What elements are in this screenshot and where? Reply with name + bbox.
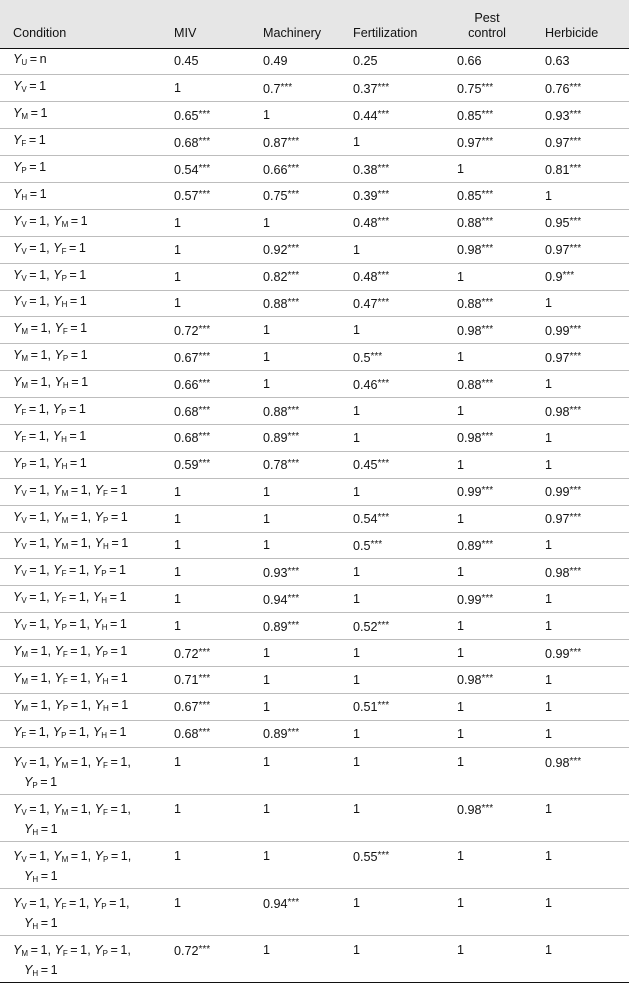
condition-line: $Y_V = 1$, $Y_F = 1$, $Y_P = 1$ [13,563,127,579]
condition-cell [0,236,174,263]
value-cell-herbicide: 1 [545,457,553,472]
value-cell-fertilization: 1 [353,646,361,661]
value-cell-miv: 0.65*** [174,108,211,123]
value-cell-machinery: 1 [263,484,271,499]
value-cell-miv: 0.72*** [174,943,211,958]
condition-cell [0,75,174,102]
condition-line: $Y_M = 1$, $Y_P = 1$, $Y_H = 1$ [13,697,129,713]
table-row [0,317,629,344]
condition-cell [0,317,174,344]
value-cell-machinery: 0.82*** [263,270,300,285]
table-row [0,75,629,102]
value-cell-pest-control: 1 [457,895,465,910]
header-pest-control [457,0,545,48]
condition-cell [0,398,174,425]
condition-line: $Y_V = 1$, $Y_M = 1$, $Y_P = 1$, [13,848,132,864]
value-cell-fertilization: 1 [353,135,361,150]
value-cell-machinery: 0.88*** [263,296,300,311]
value-cell-pest-control: 0.98*** [457,323,494,338]
table-row [0,532,629,559]
condition-cell [0,888,174,935]
table-row [0,505,629,532]
condition-line: $Y_V = 1$, $Y_F = 1$, $Y_H = 1$ [13,590,127,606]
condition-line: $Y_M = 1$, $Y_P = 1$ [13,348,88,364]
table-row [0,841,629,888]
value-cell-fertilization: 0.44*** [353,108,390,123]
value-cell-miv: 0.45 [174,54,199,69]
value-cell-herbicide: 0.99*** [545,323,582,338]
condition-cell [0,263,174,290]
value-cell-miv: 0.66*** [174,377,211,392]
table-row [0,182,629,209]
table-row [0,693,629,720]
value-cell-fertilization: 1 [353,404,361,419]
value-cell-machinery: 1 [263,672,271,687]
condition-cell [0,532,174,559]
value-cell-pest-control: 0.98*** [457,243,494,258]
value-cell-pest-control: 1 [457,162,465,176]
value-cell-pest-control: 0.98*** [457,802,494,817]
value-cell-fertilization: 0.55*** [353,849,390,864]
value-cell-machinery: 1 [263,215,271,230]
condition-line: $Y_V = 1$, $Y_F = 1$ [13,240,86,256]
condition-line: $Y_F = 1$, $Y_P = 1$ [13,402,86,418]
condition-cell [0,478,174,505]
value-cell-pest-control: 0.98*** [457,673,494,688]
value-cell-machinery: 1 [263,323,271,338]
value-cell-fertilization: 1 [353,323,361,338]
value-cell-machinery: 1 [263,942,271,957]
value-cell-herbicide: 0.98*** [545,565,582,580]
value-cell-miv: 0.68*** [174,135,211,150]
condition-cell [0,841,174,888]
value-cell-miv: 1 [174,801,182,816]
header-machinery: Machinery [263,0,353,48]
value-cell-miv: 1 [174,565,182,580]
condition-line: $Y_M = 1$, $Y_H = 1$ [13,375,89,391]
condition-cell [0,156,174,183]
value-cell-machinery: 0.94*** [263,592,300,607]
value-cell-miv: 0.54*** [174,162,211,177]
value-cell-miv: 0.72*** [174,323,211,338]
condition-cell [0,129,174,156]
condition-line: $Y_V = 1$, $Y_P = 1$ [13,267,87,283]
value-cell-fertilization: 1 [353,801,361,816]
value-cell-pest-control: 0.85*** [457,189,494,204]
value-cell-machinery: 0.88*** [263,404,300,419]
value-cell-machinery: 1 [263,377,271,392]
value-cell-machinery: 0.92*** [263,243,300,258]
value-cell-pest-control: 1 [457,457,465,472]
value-cell-herbicide: 0.95*** [545,216,582,231]
table-body [0,48,629,982]
value-cell-herbicide: 0.81*** [545,162,582,177]
value-cell-herbicide: 1 [545,430,553,445]
value-cell-fertilization: 0.5*** [353,350,383,365]
value-cell-herbicide: 1 [545,296,553,311]
condition-cell [0,344,174,371]
condition-line: $Y_U = n$ [13,52,47,68]
value-cell-herbicide: 1 [545,699,553,714]
condition-line: $Y_V = 1$, $Y_M = 1$ [13,213,88,229]
value-cell-miv: 0.68*** [174,727,211,742]
value-cell-machinery: 0.94*** [263,896,300,911]
condition-cell [0,424,174,451]
condition-line: $Y_F = 1$ [13,133,46,149]
condition-cell [0,613,174,640]
value-cell-machinery: 1 [263,699,271,714]
condition-line: $Y_V = 1$, $Y_M = 1$, $Y_F = 1$, [13,754,131,770]
table-row [0,613,629,640]
value-cell-fertilization: 1 [353,726,361,741]
value-cell-miv: 1 [174,619,182,634]
condition-line: $Y_V = 1$, $Y_M = 1$, $Y_H = 1$ [13,536,129,552]
value-cell-pest-control: 0.88*** [457,216,494,231]
value-cell-pest-control: 1 [457,646,465,661]
value-cell-herbicide: 0.63 [545,54,570,69]
value-cell-herbicide: 0.98*** [545,404,582,419]
value-cell-pest-control: 1 [457,350,465,365]
condition-line: $Y_M = 1$ [13,106,48,122]
value-cell-miv: 1 [174,296,182,311]
condition-line: $Y_P = 1$, $Y_H = 1$ [13,455,87,471]
value-cell-miv: 0.67*** [174,700,211,715]
value-cell-machinery: 1 [263,108,271,123]
table-header [0,0,629,48]
condition-cell [0,505,174,532]
value-cell-herbicide: 0.76*** [545,81,582,96]
value-cell-miv: 1 [174,848,182,863]
value-cell-miv: 0.57*** [174,189,211,204]
value-cell-fertilization: 0.51*** [353,700,390,715]
table-row [0,102,629,129]
value-cell-fertilization: 1 [353,430,361,445]
condition-line: $Y_F = 1$, $Y_P = 1$, $Y_H = 1$ [13,724,127,740]
table-row [0,888,629,935]
value-cell-fertilization: 1 [353,565,361,580]
value-cell-fertilization: 0.45*** [353,458,390,473]
condition-cell [0,693,174,720]
value-cell-herbicide: 1 [545,592,553,607]
value-cell-pest-control: 1 [457,619,465,634]
value-cell-fertilization: 1 [353,672,361,687]
condition-cell [0,371,174,398]
value-cell-machinery: 0.89*** [263,619,300,634]
value-cell-herbicide: 0.9*** [545,270,575,285]
value-cell-fertilization: 0.46*** [353,377,390,392]
condition-cell [0,586,174,613]
value-cell-fertilization: 1 [353,942,361,957]
value-cell-fertilization: 0.48*** [353,270,390,285]
value-cell-machinery: 1 [263,801,271,816]
value-cell-miv: 0.71*** [174,673,211,688]
value-cell-pest-control: 0.99*** [457,592,494,607]
value-cell-herbicide: 0.98*** [545,755,582,770]
value-cell-machinery: 0.89*** [263,431,300,446]
value-cell-miv: 0.68*** [174,431,211,446]
condition-line: $Y_V = 1$, $Y_P = 1$, $Y_H = 1$ [13,617,127,633]
value-cell-machinery: 0.66*** [263,162,300,177]
header-fertilization: Fertilization [353,0,457,48]
value-cell-miv: 1 [174,538,182,553]
value-cell-pest-control: 0.75*** [457,81,494,96]
condition-cell [0,666,174,693]
table-row [0,129,629,156]
header-pest-control-label: Pest control [468,10,506,40]
value-cell-herbicide: 1 [545,619,553,634]
condition-line: $Y_M = 1$, $Y_F = 1$, $Y_H = 1$ [13,670,128,686]
value-cell-miv: 0.72*** [174,646,211,661]
header-row [0,0,629,48]
condition-line: $Y_H = 1$ [24,915,58,931]
table-row [0,48,629,75]
table-row [0,747,629,794]
table-row [0,640,629,667]
condition-cell [0,559,174,586]
value-cell-pest-control: 1 [457,404,465,419]
value-cell-miv: 1 [174,81,182,96]
table-row [0,209,629,236]
value-cell-herbicide: 1 [545,377,553,392]
value-cell-fertilization: 1 [353,484,361,499]
table-row [0,290,629,317]
value-cell-herbicide: 0.97*** [545,135,582,150]
value-cell-pest-control: 1 [457,511,465,526]
value-cell-fertilization: 0.37*** [353,81,390,96]
condition-cell [0,747,174,794]
condition-cell [0,48,174,75]
value-cell-pest-control: 1 [457,726,465,741]
value-cell-pest-control: 1 [457,269,465,284]
condition-cell [0,182,174,209]
value-cell-herbicide: 1 [545,848,553,863]
header-miv: MIV [174,0,263,48]
value-cell-pest-control: 1 [457,754,465,769]
value-cell-herbicide: 0.99*** [545,646,582,661]
value-cell-machinery: 1 [263,754,271,769]
value-cell-machinery: 0.89*** [263,727,300,742]
condition-cell [0,209,174,236]
value-cell-miv: 0.59*** [174,458,211,473]
condition-line: $Y_M = 1$, $Y_F = 1$ [13,321,88,337]
value-cell-fertilization: 1 [353,754,361,769]
value-cell-fertilization: 0.38*** [353,162,390,177]
value-cell-pest-control: 0.88*** [457,377,494,392]
value-cell-machinery: 1 [263,511,271,526]
value-cell-miv: 1 [174,269,182,284]
condition-cell [0,290,174,317]
value-cell-fertilization: 0.54*** [353,512,390,527]
value-cell-fertilization: 0.5*** [353,538,383,553]
value-cell-miv: 1 [174,242,182,257]
value-cell-herbicide: 0.97*** [545,350,582,365]
condition-cell [0,720,174,747]
value-cell-miv: 1 [174,215,182,230]
value-cell-pest-control: 0.88*** [457,296,494,311]
condition-line: $Y_V = 1$ [13,79,47,95]
table-row [0,559,629,586]
value-cell-fertilization: 0.52*** [353,619,390,634]
value-cell-machinery: 0.7*** [263,81,293,96]
value-cell-fertilization: 1 [353,895,361,910]
value-cell-pest-control: 1 [457,699,465,714]
value-cell-miv: 1 [174,484,182,499]
table-row [0,263,629,290]
value-cell-herbicide: 1 [545,895,553,910]
table-row [0,156,629,183]
value-cell-fertilization: 0.47*** [353,296,390,311]
value-cell-pest-control: 0.98*** [457,431,494,446]
condition-cell [0,794,174,841]
value-cell-miv: 1 [174,895,182,910]
condition-cell [0,451,174,478]
table-row [0,424,629,451]
header-herbicide: Herbicide [545,0,629,48]
table-row [0,344,629,371]
value-cell-pest-control: 1 [457,848,465,863]
table-row [0,586,629,613]
condition-cell [0,640,174,667]
value-cell-herbicide: 0.99*** [545,485,582,500]
value-cell-herbicide: 1 [545,942,553,957]
value-cell-machinery: 0.78*** [263,458,300,473]
condition-line: $Y_P = 1$ [13,160,47,175]
value-cell-machinery: 0.75*** [263,189,300,204]
value-cell-herbicide: 1 [545,801,553,816]
value-cell-fertilization: 0.39*** [353,189,390,204]
table-row [0,935,629,982]
value-cell-miv: 1 [174,511,182,526]
value-cell-machinery: 0.49 [263,54,288,69]
value-cell-fertilization: 1 [353,242,361,257]
value-cell-miv: 1 [174,754,182,769]
table-row [0,371,629,398]
condition-line: $Y_M = 1$, $Y_F = 1$, $Y_P = 1$, [13,942,131,958]
value-cell-machinery: 0.87*** [263,135,300,150]
value-cell-herbicide: 1 [545,672,553,687]
header-condition: Condition [0,0,174,48]
value-cell-herbicide: 0.93*** [545,108,582,123]
value-cell-fertilization: 0.48*** [353,216,390,231]
value-cell-pest-control: 0.66 [457,54,482,69]
value-cell-miv: 0.67*** [174,350,211,365]
condition-line: $Y_F = 1$, $Y_H = 1$ [13,428,87,444]
value-cell-machinery: 0.93*** [263,565,300,580]
value-cell-herbicide: 1 [545,188,553,203]
value-cell-machinery: 1 [263,538,271,553]
value-cell-miv: 1 [174,592,182,607]
value-cell-machinery: 1 [263,848,271,863]
condition-line: $Y_M = 1$, $Y_F = 1$, $Y_P = 1$ [13,644,128,660]
condition-line: $Y_V = 1$, $Y_H = 1$ [13,294,87,310]
condition-line: $Y_H = 1$ [13,186,47,202]
condition-line: $Y_V = 1$, $Y_M = 1$, $Y_P = 1$ [13,509,128,525]
table-row [0,666,629,693]
condition-line: $Y_P = 1$ [24,774,58,790]
table-row [0,451,629,478]
condition-line: $Y_H = 1$ [24,962,58,978]
condition-cell [0,102,174,129]
table-row [0,720,629,747]
table-row [0,478,629,505]
value-cell-pest-control: 1 [457,565,465,580]
condition-cell [0,935,174,982]
value-cell-machinery: 1 [263,646,271,661]
condition-line: $Y_V = 1$, $Y_M = 1$, $Y_F = 1$, [13,801,131,817]
condition-line: $Y_V = 1$, $Y_F = 1$, $Y_P = 1$, [13,895,130,911]
value-cell-herbicide: 1 [545,538,553,553]
condition-line: $Y_H = 1$ [24,868,58,884]
value-cell-herbicide: 0.97*** [545,243,582,258]
value-cell-pest-control: 0.99*** [457,485,494,500]
table-row [0,794,629,841]
value-cell-pest-control: 0.97*** [457,135,494,150]
table-row [0,236,629,263]
value-cell-miv: 0.68*** [174,404,211,419]
value-cell-pest-control: 1 [457,942,465,957]
value-cell-fertilization: 0.25 [353,54,378,69]
table-row [0,398,629,425]
value-cell-pest-control: 0.85*** [457,108,494,123]
value-cell-herbicide: 1 [545,726,553,741]
condition-line: $Y_V = 1$, $Y_M = 1$, $Y_F = 1$ [13,482,128,498]
value-cell-pest-control: 0.89*** [457,538,494,553]
value-cell-machinery: 1 [263,350,271,365]
value-cell-fertilization: 1 [353,592,361,607]
value-cell-herbicide: 0.97*** [545,512,582,527]
condition-line: $Y_H = 1$ [24,821,58,837]
